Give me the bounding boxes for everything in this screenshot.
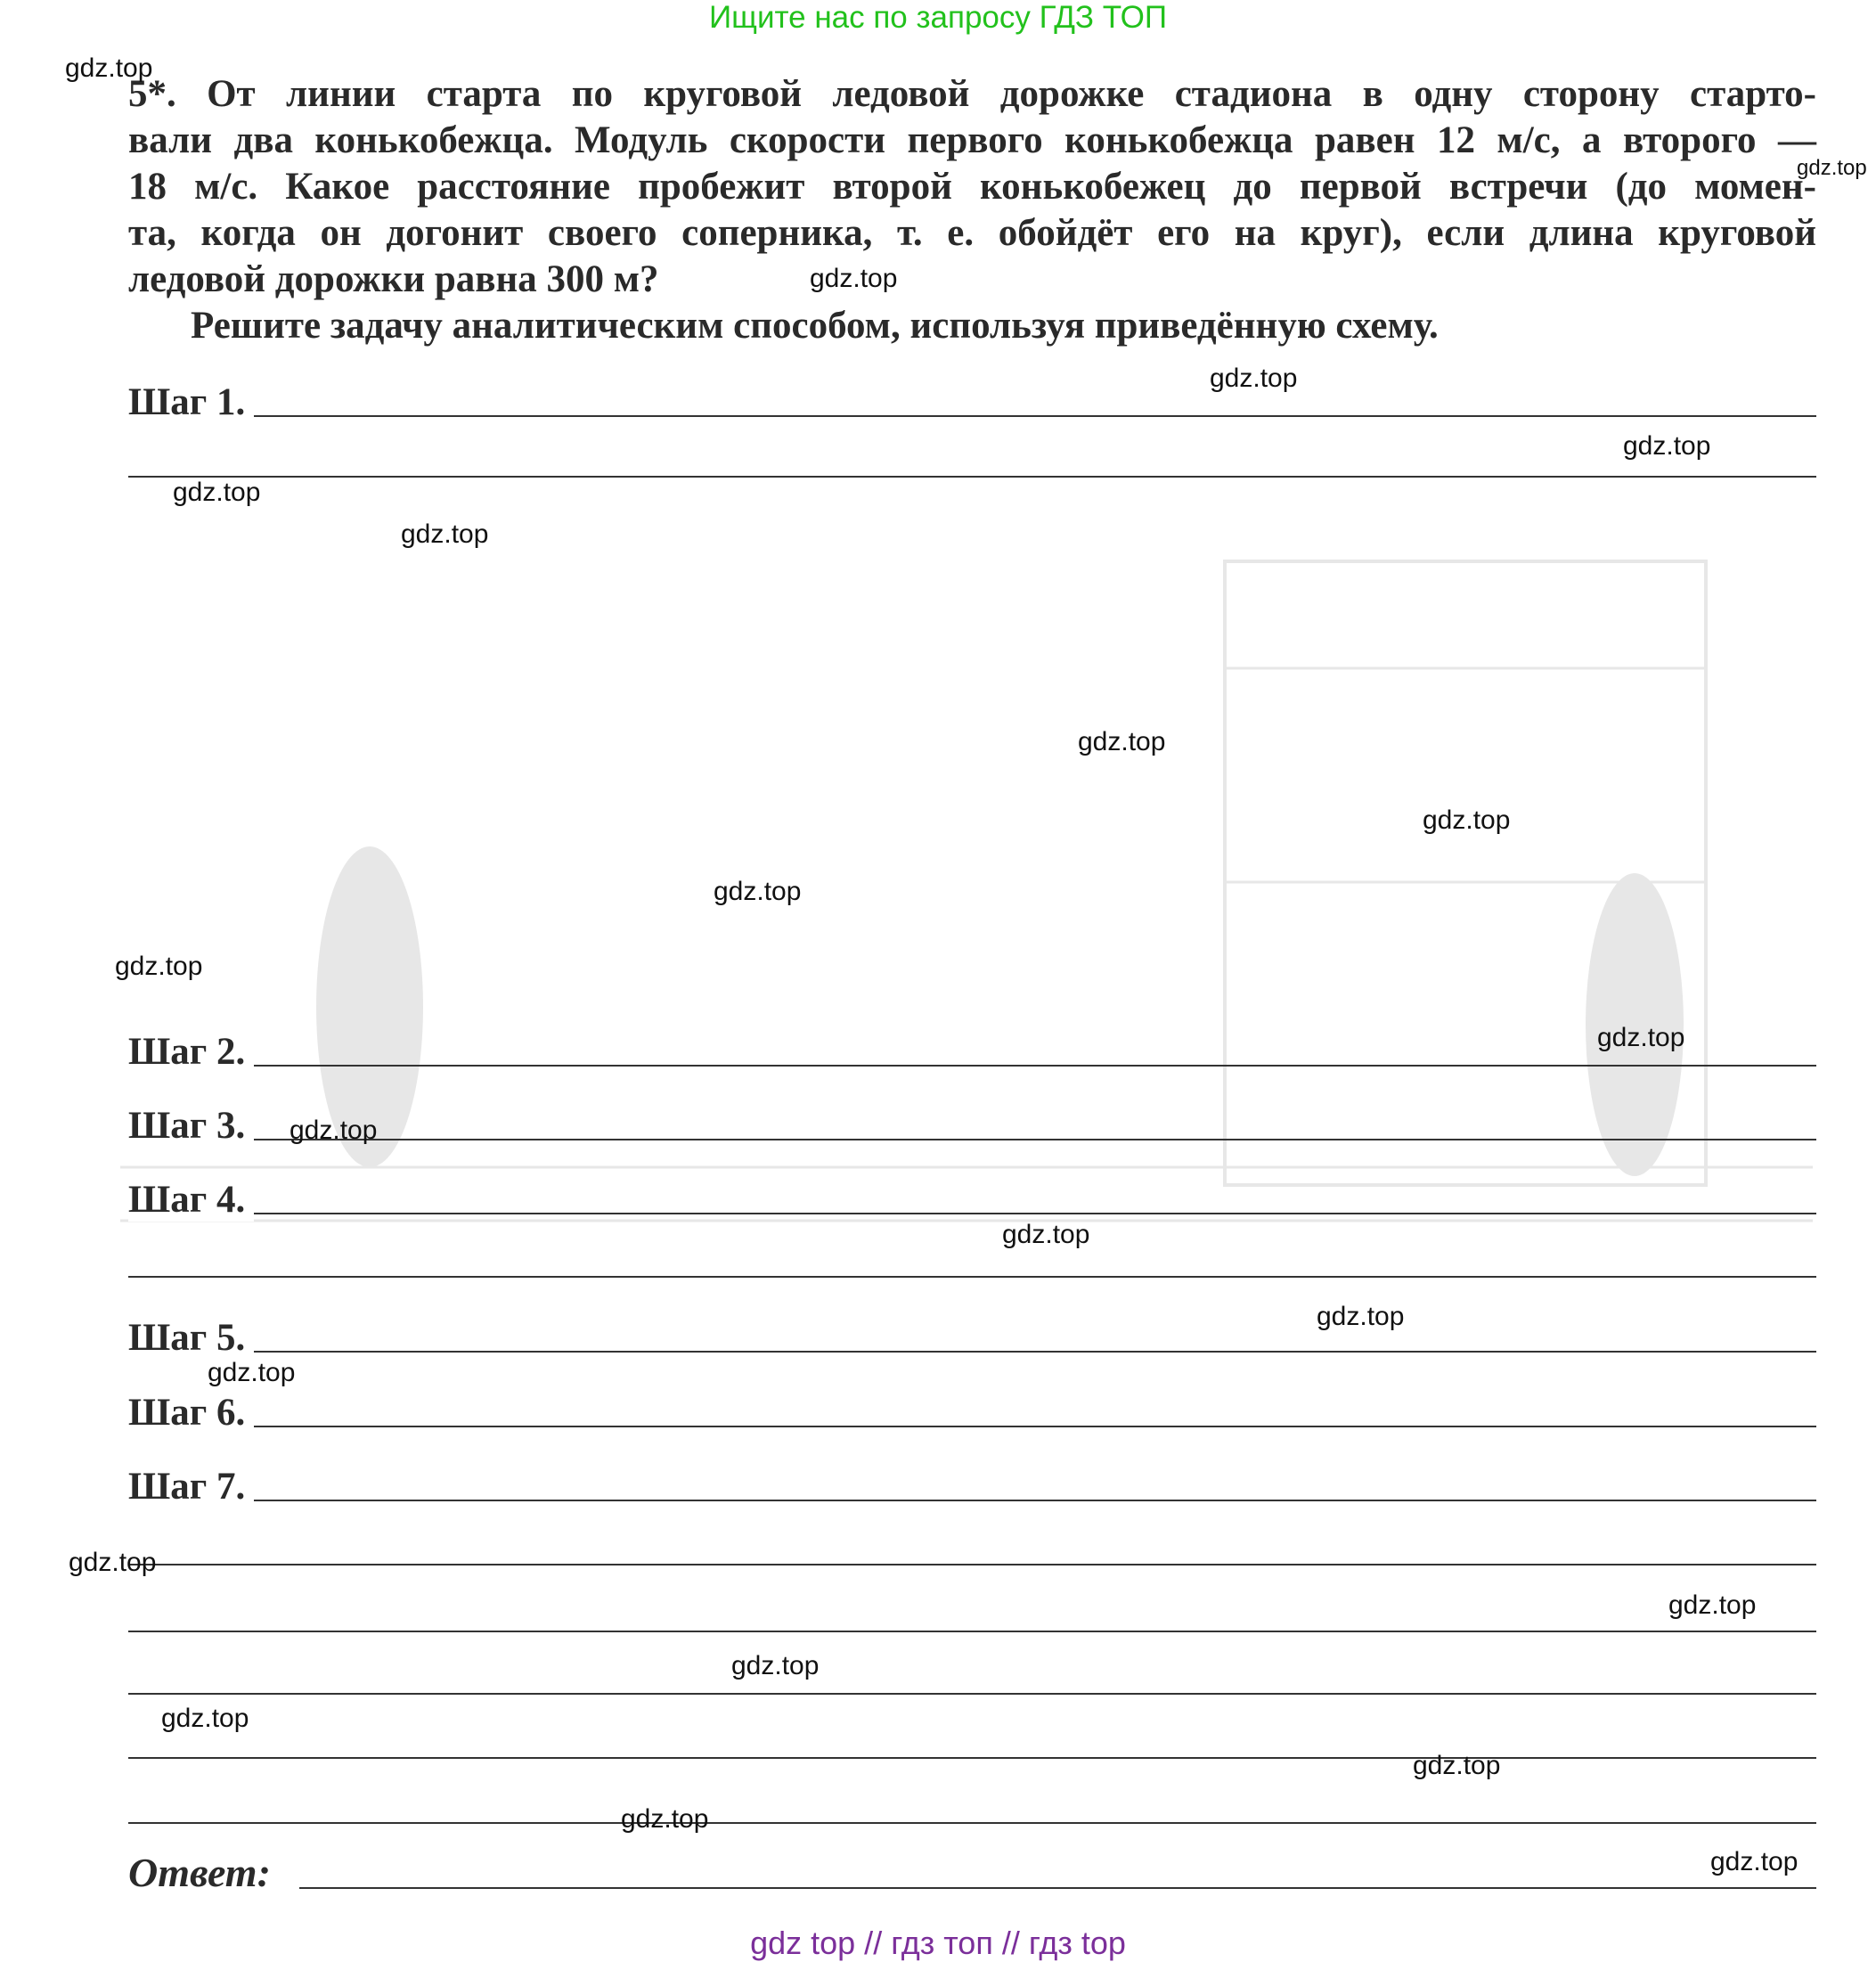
watermark: gdz.top: [161, 1704, 249, 1733]
bottom-banner: gdz top // гдз топ // гдз top: [750, 1925, 1126, 1961]
answer-label: Ответ:: [128, 1850, 271, 1895]
watermark: gdz.top: [1623, 431, 1711, 461]
watermark: gdz.top: [1597, 1023, 1685, 1052]
watermark: gdz.top: [1317, 1302, 1405, 1331]
watermark: gdz.top: [69, 1548, 157, 1577]
step-6-label: Шаг 6.: [128, 1392, 254, 1435]
answer-line[interactable]: [128, 476, 1816, 478]
watermark: gdz.top: [1668, 1590, 1757, 1620]
watermark: gdz.top: [401, 519, 489, 549]
watermark: gdz.top: [1710, 1847, 1799, 1876]
show-through-illustration: [120, 383, 1813, 1319]
watermark: gdz.top: [1002, 1220, 1090, 1249]
step-4-label: Шаг 4.: [128, 1179, 254, 1222]
answer-line[interactable]: [128, 1631, 1816, 1632]
step-5-label: Шаг 5.: [128, 1317, 254, 1360]
problem-line-2: вали два конькобежца. Модуль скорости первого конькобежца равен 12 м/с, а второго —: [128, 119, 1816, 161]
step-1-label: Шаг 1.: [128, 381, 254, 424]
step-7-label: Шаг 7.: [128, 1466, 254, 1508]
problem-line-1: От линии старта по круговой ледовой дорожке стадиона в одну сторону старто-: [207, 73, 1816, 115]
watermark: gdz.top: [714, 877, 802, 906]
watermark: gdz.top: [173, 478, 261, 507]
watermark: gdz.top: [115, 952, 203, 981]
watermark: gdz.top: [1413, 1751, 1501, 1780]
answer-line[interactable]: [128, 1426, 1816, 1427]
watermark: gdz.top: [1210, 364, 1298, 393]
answer-line[interactable]: [128, 1276, 1816, 1278]
watermark: gdz.top: [65, 53, 153, 83]
answer-line[interactable]: [128, 1564, 1816, 1565]
problem-text: [128, 71, 1816, 303]
problem-line-5: ледовой дорожки равна 300 м?: [128, 258, 659, 300]
answer-line[interactable]: [128, 1500, 1816, 1501]
step-2-label: Шаг 2.: [128, 1031, 254, 1074]
answer-line[interactable]: [128, 415, 1816, 417]
problem-line-4: та, когда он догонит своего соперника, т. е. обойдёт его на круг), если длина круговой: [128, 212, 1816, 254]
watermark: gdz.top: [208, 1358, 296, 1387]
problem-instruction: Решите задачу аналитическим способом, используя приведённую схему.: [191, 305, 1439, 347]
answer-line[interactable]: [128, 1351, 1816, 1353]
watermark: gdz.top: [1797, 156, 1867, 180]
watermark: gdz.top: [290, 1116, 378, 1145]
watermark: gdz.top: [731, 1651, 820, 1680]
watermark: gdz.top: [810, 264, 898, 293]
answer-line[interactable]: [128, 1757, 1816, 1759]
answer-line[interactable]: [128, 1693, 1816, 1695]
watermark: gdz.top: [1078, 727, 1166, 756]
watermark: gdz.top: [1423, 805, 1511, 835]
problem-number: 5*.: [128, 73, 176, 115]
answer-line[interactable]: [299, 1887, 1816, 1889]
watermark: gdz.top: [621, 1804, 709, 1834]
step-3-label: Шаг 3.: [128, 1105, 254, 1148]
answer-line[interactable]: [128, 1139, 1816, 1140]
answer-line[interactable]: [128, 1822, 1816, 1824]
answer-line[interactable]: [128, 1213, 1816, 1214]
top-banner: Ищите нас по запросу ГДЗ ТОП: [709, 0, 1167, 35]
problem-line-3: 18 м/с. Какое расстояние пробежит второй конькобежец до первой встречи (до момен-: [128, 166, 1816, 208]
answer-line[interactable]: [128, 1065, 1816, 1067]
